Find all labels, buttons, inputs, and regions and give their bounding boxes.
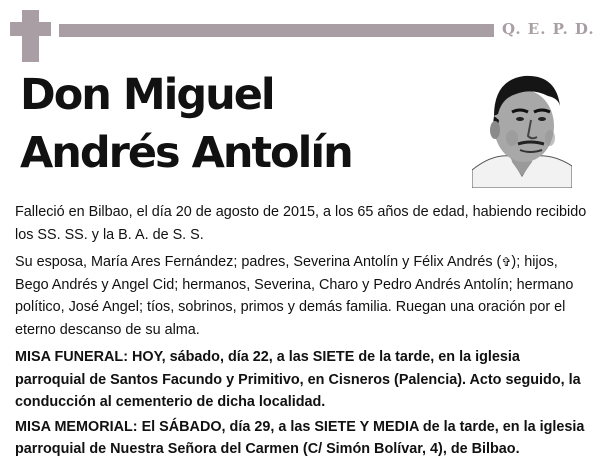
- funeral-mass-paragraph: MISA FUNERAL: HOY, sábado, día 22, a las SIETE de la tarde, en la iglesia parroquial de Santos Facundo y Primitivo, en Cisneros (Palencia). Acto seguido, la conducción al cementerio de dicha localidad.: [15, 349, 581, 410]
- portrait-photo: [472, 58, 572, 188]
- deceased-name: [20, 66, 460, 182]
- qepd-label: Q. E. P. D.: [502, 20, 595, 38]
- name-line-2: Andrés Antolín: [20, 128, 352, 178]
- name-line-1: Don Miguel: [20, 70, 274, 120]
- memorial-mass-paragraph: MISA MEMORIAL: El SÁBADO, día 29, a las SIETE Y MEDIA de la tarde, en la iglesia parroquial de Nuestra Señora del Carmen (C/ Simón Bolívar, 4), de Bilbao.: [15, 418, 585, 457]
- death-notice-paragraph: Falleció en Bilbao, el día 20 de agosto de 2015, a los 65 años de edad, habiendo recibido los SS. SS. y la B. A. de S. S.: [15, 204, 587, 243]
- header-rule: [59, 24, 494, 37]
- family-text-b: ); hijos, Bego Andrés y Angel Cid; hermanos, Severina, Charo y Pedro Andrés Antolín; hermano político, José Angel; tíos, sobrinos, primos y demás familia. Ruegan una oración por el eterno descanso de su alma.: [15, 254, 574, 338]
- family-text-a: Su esposa, María Ares Fernández; padres, Severina Antolín y Félix Andrés (: [15, 254, 502, 270]
- header: [0, 0, 600, 60]
- family-paragraph: [15, 251, 587, 341]
- cross-icon-bar: [10, 22, 51, 36]
- obituary-text: [15, 201, 587, 463]
- latin-cross-icon: ✞: [501, 255, 512, 269]
- cross-icon: [22, 10, 39, 62]
